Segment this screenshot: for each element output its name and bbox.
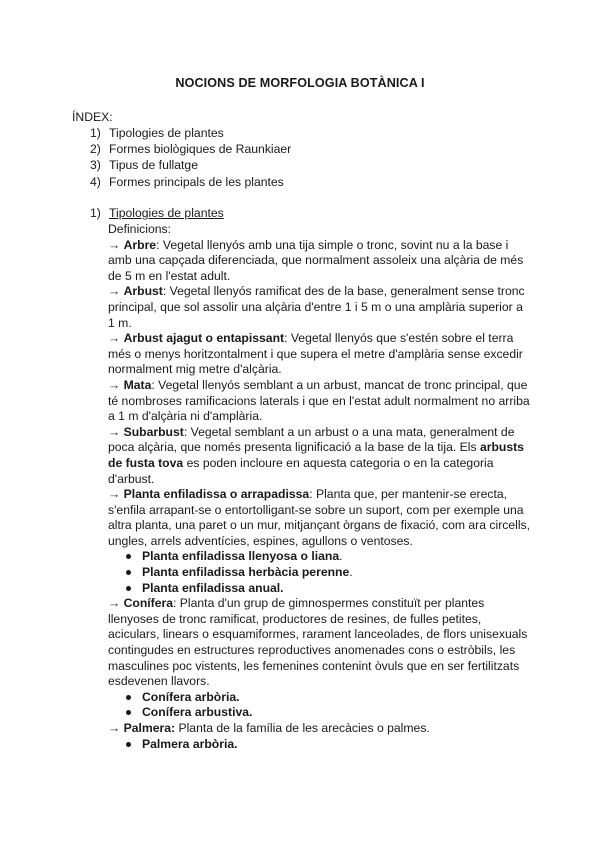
- term: Planta enfiladissa o arrapadissa: [123, 487, 310, 502]
- term: Arbre: [123, 237, 157, 252]
- term: Arbust ajagut o entapissant: [123, 331, 285, 346]
- list-item-punct: .: [349, 565, 353, 580]
- definition-text: : Vegetal llenyós ramificat des de la base, generalment sense tronc principal, que sol assolir una alçària d'entre 1 i 5 m o una amplària superior a 1 m.: [108, 284, 525, 330]
- definition-text: : Vegetal llenyós que s'estén sobre el terra més o menys horitzontalment i que supera el metre d'amplària sense excedir normalment mig metre d'alçària.: [108, 331, 523, 377]
- arrow-icon: →: [108, 487, 121, 502]
- bullet-list-conifera: [108, 690, 532, 721]
- definition-text-continued: es poden incloure en aquesta categoria o en la categoria d'arbust.: [108, 455, 494, 486]
- definition-palmera: [108, 721, 532, 737]
- list-item-text: Conífera arbòria.: [142, 689, 240, 704]
- list-item-punct: .: [339, 549, 343, 564]
- index-item: [90, 158, 291, 174]
- term: Conífera: [123, 596, 174, 611]
- index-list: [90, 126, 291, 191]
- index-item: [90, 126, 291, 142]
- index-item-number: 4): [90, 174, 101, 189]
- list-item: [108, 690, 532, 706]
- definition-text: : Vegetal llenyós semblant a un arbust, mancat de tronc principal, que té nombroses ramificacions laterals i que en l'estat adult normalment no arriba a 1 m d'alçària ni d'amplària.: [108, 377, 530, 424]
- term: Mata: [123, 377, 152, 392]
- definition-arbust: [108, 284, 532, 331]
- index-item-number: 2): [90, 142, 101, 157]
- index-item: [90, 175, 291, 191]
- list-item-text: Planta enfiladissa anual.: [142, 580, 284, 595]
- arrow-icon: →: [108, 721, 121, 735]
- definition-text: : Planta d'un grup de gimnospermes constituït per plantes llenyoses de tronc ramificat, productores de resines, de fulles petites, aciculars, linears o esquamiformes, rarament lanceolades, de flors unisexuals contingudes en estructures reproductives anomenades cons o estròbils, les masculines poc vistents, les femenines contenint òvuls que en ser fertilitzats esdevenen llavors.: [108, 596, 528, 689]
- list-item: [108, 549, 532, 565]
- arrow-icon: →: [108, 331, 121, 346]
- list-item-text: Planta enfiladissa herbàcia perenne: [142, 565, 350, 580]
- section-content: [108, 222, 532, 752]
- list-item-text: Conífera arbustiva.: [142, 705, 253, 720]
- bullet-list-palmera: [108, 737, 532, 753]
- list-item-text: Palmera arbòria.: [142, 736, 238, 751]
- arrow-icon: →: [108, 284, 121, 299]
- term: Palmera:: [123, 721, 176, 735]
- arrow-icon: →: [108, 237, 121, 252]
- definition-arbust-ajagut: [108, 331, 532, 378]
- section-heading-row: [90, 206, 530, 222]
- term: Arbust: [123, 284, 163, 299]
- list-item: [108, 737, 532, 753]
- list-item: [108, 565, 532, 581]
- definition-conifera: [108, 596, 532, 690]
- section-number: 1): [90, 206, 101, 220]
- list-item: [108, 581, 532, 597]
- document-title: NOCIONS DE MORFOLOGIA BOTÀNICA I: [175, 76, 425, 90]
- definition-mata: [108, 378, 532, 425]
- index-item-text: Formes biològiques de Raunkiaer: [109, 142, 292, 157]
- index-item-number: 1): [90, 126, 101, 140]
- list-item: [108, 705, 532, 721]
- index-item-text: Tipus de fullatge: [109, 158, 198, 173]
- term: Subarbust: [123, 424, 184, 439]
- index-item: [90, 142, 291, 158]
- definition-arbre: [108, 238, 532, 285]
- index-item-text: Formes principals de les plantes: [109, 174, 284, 189]
- bullet-list-enfiladissa: [108, 549, 532, 596]
- section-heading: Tipologies de plantes: [109, 206, 224, 220]
- definitions-intro: Definicions:: [108, 222, 171, 236]
- definition-text: : Vegetal llenyós amb una tija simple o tronc, sovint nu a la base i amb una capçada diferenciada, que normalment assoleix una alçària de més de 5 m en l'estat adult.: [108, 237, 524, 283]
- arrow-icon: →: [108, 596, 121, 611]
- definition-text: : Planta que, per mantenir-se erecta, s'enfila arrapant-se o entortolligant-se sobre un suport, com per exemple una altra planta, una paret o un mur, mitjançant òrgans de fixació, com ara circells, ungles, arrels adventícies, espines, agullons o ventoses.: [108, 487, 531, 548]
- definition-subarbust: [108, 425, 532, 487]
- definition-text: Planta de la família de les arecàcies o palmes.: [175, 721, 430, 735]
- definition-text: : Vegetal semblant a un arbust o a una mata, generalment de poca alçària, que només presenta lignificació a la base de la tija. Els: [108, 424, 515, 455]
- index-item-number: 3): [90, 158, 101, 173]
- list-item-text: Planta enfiladissa llenyosa o liana: [142, 549, 340, 564]
- arrow-icon: →: [108, 377, 121, 392]
- definition-enfiladissa: [108, 487, 532, 549]
- index-label: ÍNDEX:: [72, 110, 113, 124]
- arrow-icon: →: [108, 424, 121, 439]
- term-secondary: arbusts de fusta tova: [108, 440, 524, 470]
- index-item-text: Tipologies de plantes: [109, 126, 224, 140]
